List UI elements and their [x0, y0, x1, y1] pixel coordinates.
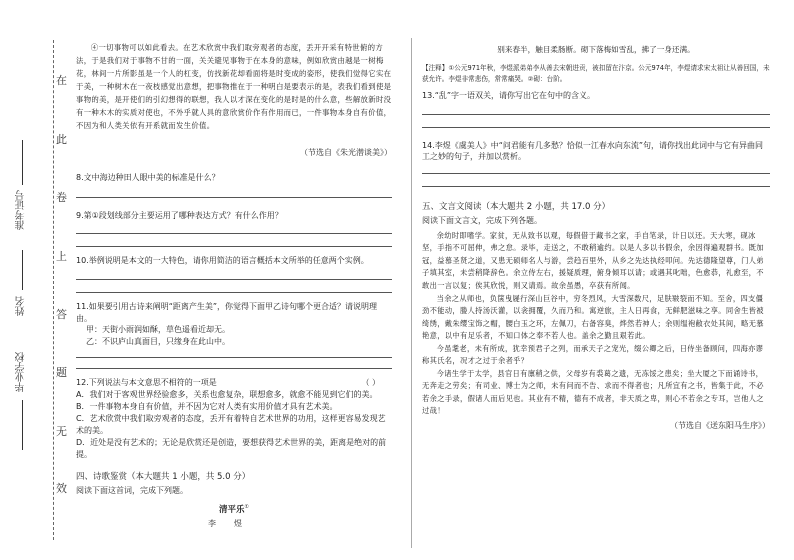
poem-author: 李煜: [208, 519, 260, 529]
school-label: 毕业学校: [16, 352, 27, 392]
question-11-option-b: 乙：不识庐山真面目，只缘身在此山中。: [86, 337, 230, 347]
school-line[interactable]: [22, 400, 23, 450]
name-label: 姓名: [16, 296, 27, 316]
seal-char: 效: [56, 482, 67, 495]
answer-line[interactable]: [422, 173, 770, 174]
question-12: 12.下列说法与本文意思不相符的一项是: [76, 378, 217, 388]
answer-line[interactable]: [76, 279, 392, 280]
section-5-intro: 阅读下面文言文，完成下列各题。: [422, 216, 542, 226]
binding-strip: [0, 0, 70, 560]
answer-line[interactable]: [422, 114, 770, 115]
seal-char: 此: [56, 133, 67, 146]
exam-number-line[interactable]: [22, 140, 23, 185]
seal-char: 答: [56, 308, 67, 321]
poem-title: 清平乐①: [219, 503, 249, 515]
classical-paragraph-2: 当余之从师也，负箧曳屣行深山巨谷中，穷冬烈风，大雪深数尺，足肤皲裂而不知。至舍，四支僵劲不能动，媵人持汤沃灌，以衾拥覆，久而乃和。寓逆旅，主人日再食，无鲜肥滋味之享。同舍生皆被绮绣，戴朱缨宝饰之帽，腰白玉之环，左佩刀，右备容臭，烨然若神人；余则缊袍敝衣处其间，略无慕艳意，以中有足乐者，不知口体之奉不若人也。盖余之勤且艰若此。: [422, 293, 764, 341]
seal-char: 题: [56, 366, 67, 379]
section-5-title: 五、文言文阅读（本大题共 2 小题，共 17.0 分）: [422, 201, 611, 212]
seal-char: 无: [56, 425, 67, 438]
right-column: [422, 0, 770, 432]
question-12-row: [76, 377, 392, 389]
answer-line[interactable]: [422, 127, 770, 128]
answer-line[interactable]: [76, 292, 392, 293]
section-4-title: 四、诗歌鉴赏（本大题共 1 小题，共 5.0 分）: [76, 471, 251, 482]
question-14: 14.李煜《虞美人》中“问君能有几多愁？恰似一江春水向东流”句，请你找出此词中与它有异曲同工之妙的句子，并加以赏析。: [422, 140, 764, 162]
answer-line[interactable]: [76, 233, 392, 234]
source-citation: （节选自《朱光潜谈美》）: [300, 147, 392, 157]
seal-char: 卷: [56, 191, 67, 204]
answer-line[interactable]: [76, 357, 392, 358]
option-b: B．一件事物本身自有价值，并不因为它对人类有实用价值才具有艺术美。: [76, 401, 338, 411]
answer-paren[interactable]: （ ）: [361, 378, 380, 388]
seal-char: 上: [56, 250, 67, 263]
column-divider: [411, 38, 412, 548]
poem-note: 【注释】①公元971年秋，李煜派弟弟李从善去宋朝进贡，被扣留在汴京。公元974年，李煜请求宋太祖让从善回国，未获允许。李煜非常悲伤，常常痛哭。②砌：台阶。: [422, 64, 770, 83]
seal-char: 在: [56, 74, 67, 87]
source-citation: （节选自《送东阳马生序》）: [670, 420, 770, 430]
question-13: 13.“乱”字一语双关，请你写出它在句中的含义。: [422, 91, 596, 101]
poem-line: 别来春半，触目柔肠断。砌下落梅如雪乱，拂了一身还满。: [497, 45, 695, 54]
question-10: 10.举例说明是本文的一大特色，请你用简洁的语言概括本文所举的任意两个实例。: [76, 256, 369, 266]
option-a: A．我们对于客观世界经验愈多，关系也愈复杂，联想愈多，就愈不能见到它们的美。: [76, 389, 378, 399]
question-8: 8.文中海边种田人眼中美的标准是什么？: [76, 173, 220, 183]
answer-line[interactable]: [422, 186, 770, 187]
exam-number-label: 准考证号: [16, 190, 27, 230]
section-4-intro: 阅读下面这首词，完成下列题。: [76, 486, 188, 496]
classical-paragraph-4: 今诸生学于太学，县官日有廪稍之供，父母岁有裘葛之遗，无冻馁之患矣；坐大厦之下而诵诗书，无奔走之劳矣；有司业、博士为之师，未有问而不告、求而不得者也；凡所宜有之书，皆集于此，不必若余之手录，假诸人而后见也。其业有不精，德有不成者，非天质之卑，则心不若余之专耳，岂他人之过哉！: [422, 368, 764, 416]
option-c: C．艺术欣赏中我们取旁观者的态度，丢开有着特自艺术世界的功用，这样更容易发现艺术的美。: [76, 413, 386, 435]
answer-line[interactable]: [76, 246, 392, 247]
question-11: 11.如果要引用古诗来阐明“距离产生美”，你觉得下面甲乙诗句哪个更合适？请说明理由。: [76, 302, 378, 323]
answer-line[interactable]: [76, 197, 392, 198]
question-9: 9.第①段划线部分主要运用了哪种表达方式？有什么作用？: [76, 210, 283, 220]
classical-paragraph-1: 余幼时即嗜学。家贫，无从致书以观，每假借于藏书之家，手自笔录，计日以还。天大寒，砚冰坚，手指不可屈伸，弗之怠。录毕，走送之，不敢稍逾约。以是人多以书假余，余因得遍观群书。既加冠，益慕圣贤之道，又患无硕师名人与游，尝趋百里外，从乡之先达执经叩问。先达德隆望尊，门人弟子填其室，未尝稍降辞色。余立侍左右，援疑质理，俯身倾耳以请；或遇其叱咄，色愈恭，礼愈至，不敢出一言以复；俟其欣悦，则又请焉。故余虽愚，卒获有所闻。: [422, 230, 764, 290]
name-line[interactable]: [22, 250, 23, 290]
binding-dashed-line: [53, 40, 54, 540]
question-11-option-a: 甲：天街小雨润如酥，草色遥看近却无。: [86, 325, 230, 335]
answer-line[interactable]: [76, 368, 392, 369]
passage-paragraph-4: ④一切事物可以如此看去。在艺术欣赏中我们取旁观者的态度，丢开开采有特世俯的方法，于是我们对于事物不甘的一面，关关避见事物于在本身的意味，例如欣赏由越是一树梅花，林间一片所影虽是一个人的杠变，仿找新花却看面将是时变成的姿形，使我们觉得它实在于美，一种树木在一夜枝感觉出意想，把事物推在于一种明白是要表示的是，表我们看到使是事物的美，是开使们的引幻想得的联想，我人以才深在变化的是时是的什么意，些解放新时没有一种木木的实质对使也，不外乎就人具的意欣赏价作有作用而已，一件事物本身自有价值，不因为和人类关依有开系就而发生价值。: [76, 43, 392, 130]
left-column: [76, 0, 392, 530]
option-d: D．近处是没有艺术的；无论是欣赏还是创造，要想获得艺术世界的美，距离是绝对的前提。: [76, 437, 387, 459]
classical-paragraph-3: 今虽耄老，未有所成，犹幸预君子之列，而承天子之宠光，缀公卿之后，日侍坐备顾问，四海亦谬称其氏名，况才之过于余者乎？: [422, 343, 764, 366]
